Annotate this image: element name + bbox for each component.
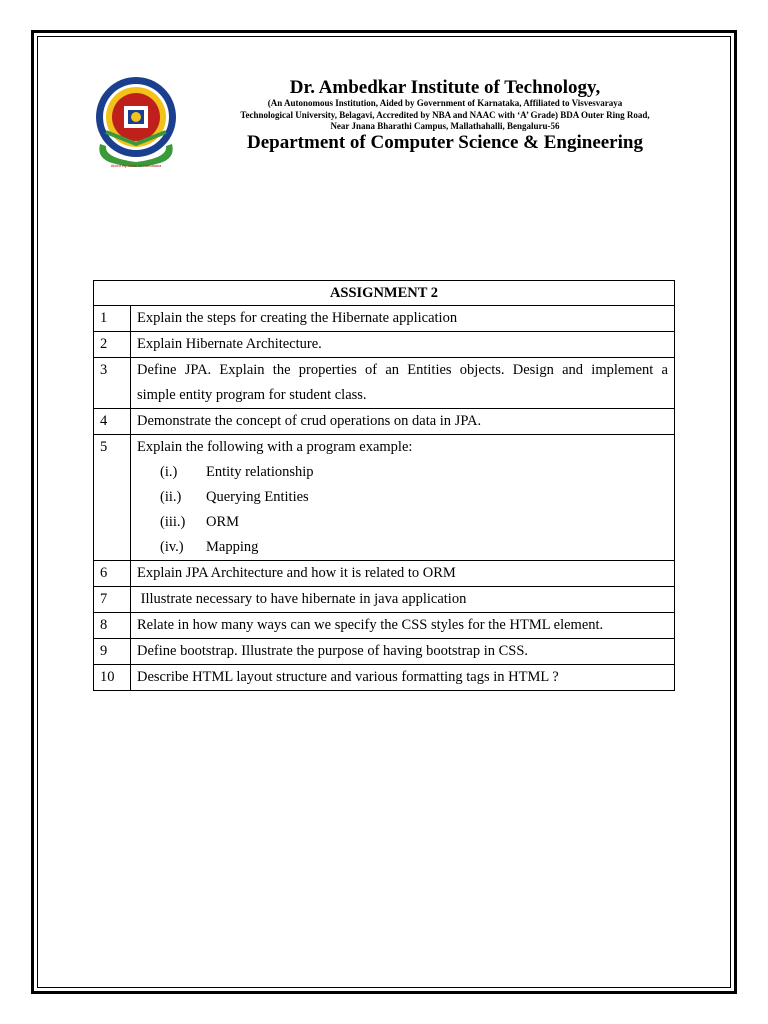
question-number: 3 <box>94 358 131 409</box>
question-number: 8 <box>94 613 131 639</box>
sub-item-text: Mapping <box>206 539 259 555</box>
department-title: Department of Computer Science & Engineering <box>247 132 643 153</box>
table-row <box>94 332 675 358</box>
question-text: Define bootstrap. Illustrate the purpose of having bootstrap in CSS. <box>131 639 675 665</box>
table-row <box>94 435 675 561</box>
table-row <box>94 561 675 587</box>
table-row <box>94 665 675 691</box>
institute-subtitle <box>200 98 690 133</box>
table-row <box>94 613 675 639</box>
sub-item <box>137 485 668 510</box>
question-text: Explain Hibernate Architecture. <box>131 332 675 358</box>
question-text: Explain the steps for creating the Hibernate application <box>131 306 675 332</box>
sub-item <box>137 510 668 535</box>
question-number: 1 <box>94 306 131 332</box>
logo-caption: Aided By Govt. of Karnataka <box>110 163 162 168</box>
table-row <box>94 409 675 435</box>
question-text: Illustrate necessary to have hibernate in java application <box>131 587 675 613</box>
sub-item-roman: (ii.) <box>160 489 182 505</box>
question-number: 2 <box>94 332 131 358</box>
table-row <box>94 587 675 613</box>
sub-item-text: ORM <box>206 514 240 530</box>
question-number: 5 <box>94 435 131 561</box>
subtitle-line-2: Technological University, Belagavi, Accredited by NBA and NAAC with ‘A’ Grade) BDA Outer Ring Road, <box>240 109 650 120</box>
institute-logo <box>86 72 186 172</box>
assignment-heading: ASSIGNMENT 2 <box>94 281 675 306</box>
question-text: Explain JPA Architecture and how it is related to ORM <box>131 561 675 587</box>
question-number: 10 <box>94 665 131 691</box>
sub-item <box>137 535 668 560</box>
institute-title: Dr. Ambedkar Institute of Technology, <box>289 77 601 98</box>
subtitle-line-1: (An Autonomous Institution, Aided by Government of Karnataka, Affiliated to Visvesvaraya <box>267 98 623 108</box>
assignment-table <box>93 280 675 691</box>
table-row <box>94 306 675 332</box>
sub-item-roman: (iii.) <box>160 514 186 530</box>
question-number: 4 <box>94 409 131 435</box>
sub-item-roman: (i.) <box>160 464 178 480</box>
question-text: Explain the following with a program example: <box>137 439 413 455</box>
question-number: 7 <box>94 587 131 613</box>
question-number: 9 <box>94 639 131 665</box>
table-row <box>94 358 675 409</box>
sub-item <box>137 460 668 485</box>
table-row <box>94 639 675 665</box>
sub-item-roman: (iv.) <box>160 539 184 555</box>
question-text: Describe HTML layout structure and various formatting tags in HTML ? <box>131 665 675 691</box>
sub-item-text: Entity relationship <box>206 464 314 480</box>
question-text: Demonstrate the concept of crud operations on data in JPA. <box>131 409 675 435</box>
question-number: 6 <box>94 561 131 587</box>
question-text-continued: simple entity program for student class. <box>137 387 367 403</box>
subtitle-line-3: Near Jnana Bharathi Campus, Mallathahalli, Bengaluru-56 <box>330 121 560 131</box>
table-heading-row <box>94 281 675 306</box>
question-cell <box>131 358 675 409</box>
sub-item-text: Querying Entities <box>206 489 309 505</box>
question-text: Relate in how many ways can we specify the CSS styles for the HTML element. <box>131 613 675 639</box>
question-cell <box>131 435 675 561</box>
question-text: Define JPA. Explain the properties of an Entities objects. Design and implement a <box>137 362 668 378</box>
